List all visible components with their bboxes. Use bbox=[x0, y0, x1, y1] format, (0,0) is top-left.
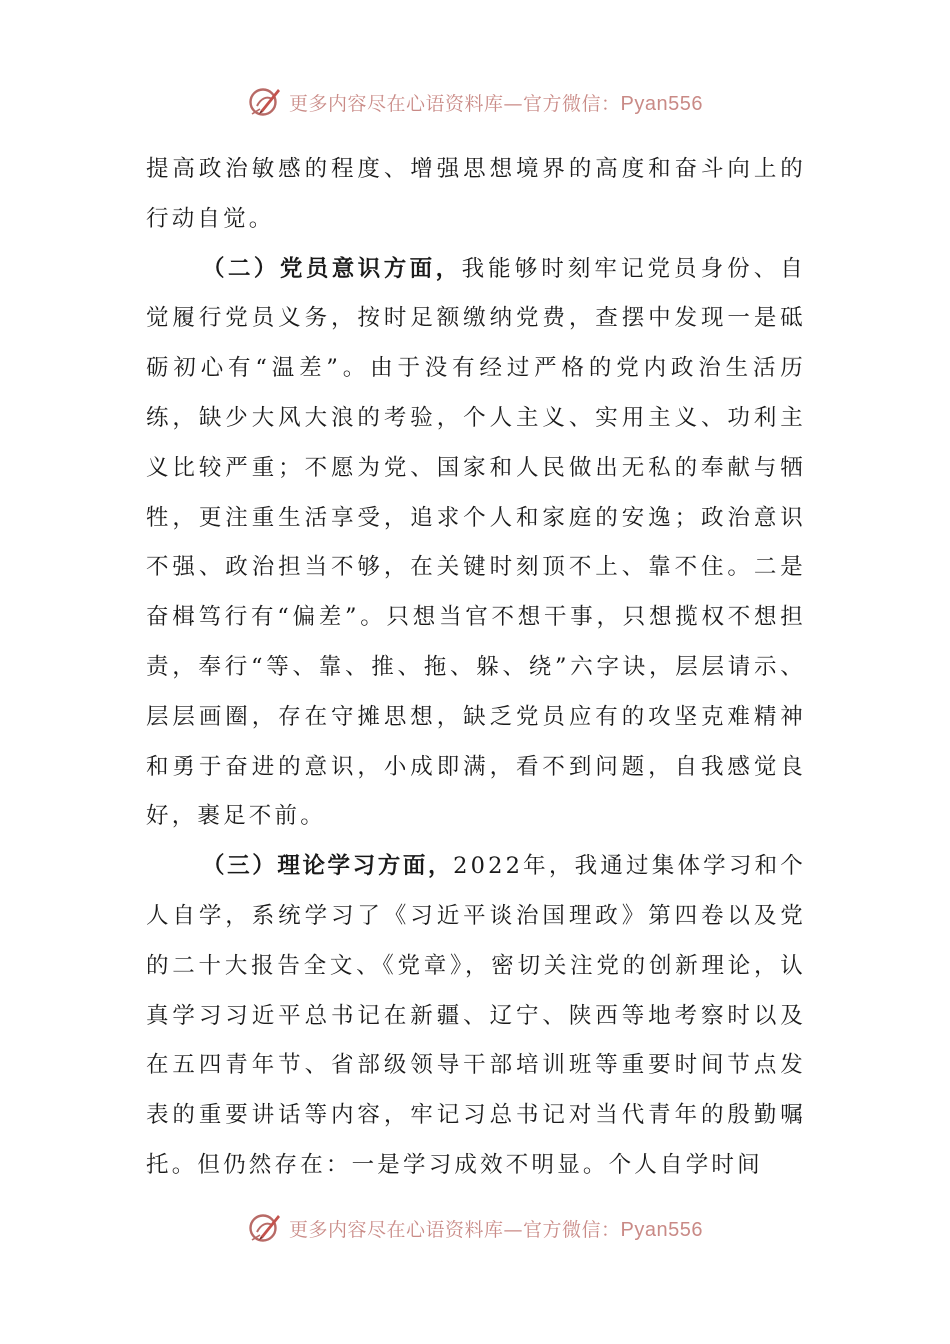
footer-banner-text bbox=[289, 1215, 703, 1242]
header-banner-label: 更多内容尽在心语资料库—官方微信： bbox=[289, 92, 621, 115]
document-body bbox=[146, 145, 806, 1191]
header-banner-handle: Pyan556 bbox=[620, 92, 703, 115]
section-heading-theory-study: （三）理论学习方面， bbox=[202, 853, 454, 880]
footer-banner bbox=[0, 1208, 950, 1248]
paragraph-3-body: 2022年，我通过集体学习和个人自学，系统学习了《习近平谈治国理政》第四卷以及党的二十大报告全文、《党章》，密切关注党的创新理论，认真学习习近平总书记在新疆、辽宁、陕西等地考察时以及在五四青年节、省部级领导干部培训班等重要时间节点发表的重要讲话等内容，牢记习总书记对当代青年的殷勤嘱托。但仍然存在：一是学习成效不明显。个人自学时间 bbox=[146, 853, 806, 1178]
footer-banner-handle: Pyan556 bbox=[620, 1218, 703, 1241]
footer-banner-label: 更多内容尽在心语资料库—官方微信： bbox=[289, 1218, 621, 1241]
header-banner-content bbox=[247, 84, 703, 120]
header-banner bbox=[0, 82, 950, 122]
paragraph-1-body: 提高政治敏感的程度、增强思想境界的高度和奋斗向上的行动自觉。 bbox=[146, 156, 806, 232]
paragraph-theory-study bbox=[146, 842, 806, 1191]
section-heading-party-member-awareness: （二）党员意识方面， bbox=[202, 255, 462, 282]
pen-logo-icon bbox=[247, 1210, 283, 1246]
paragraph-2-body: 我能够时刻牢记党员身份、自觉履行党员义务，按时足额缴纳党费，查摆中发现一是砥砺初心有“温差”。由于没有经过严格的党内政治生活历练，缺少大风大浪的考验，个人主义、实用主义、功利主义比较严重；不愿为党、国家和人民做出无私的奉献与牺牲，更注重生活享受，追求个人和家庭的安逸；政治意识不强、政治担当不够，在关键时刻顶不上、靠不住。二是奋楫笃行有“偏差”。只想当官不想干事，只想揽权不想担责，奉行“等、靠、推、拖、躲、绕”六字诀，层层请示、层层画圈，存在守摊思想，缺乏党员应有的攻坚克难精神和勇于奋进的意识，小成即满，看不到问题，自我感觉良好，裹足不前。 bbox=[146, 255, 806, 830]
header-banner-text bbox=[289, 89, 703, 116]
paragraph-continuation bbox=[146, 145, 806, 245]
pen-logo-icon bbox=[247, 84, 283, 120]
footer-banner-content bbox=[247, 1210, 703, 1246]
paragraph-party-member-awareness bbox=[146, 245, 806, 843]
